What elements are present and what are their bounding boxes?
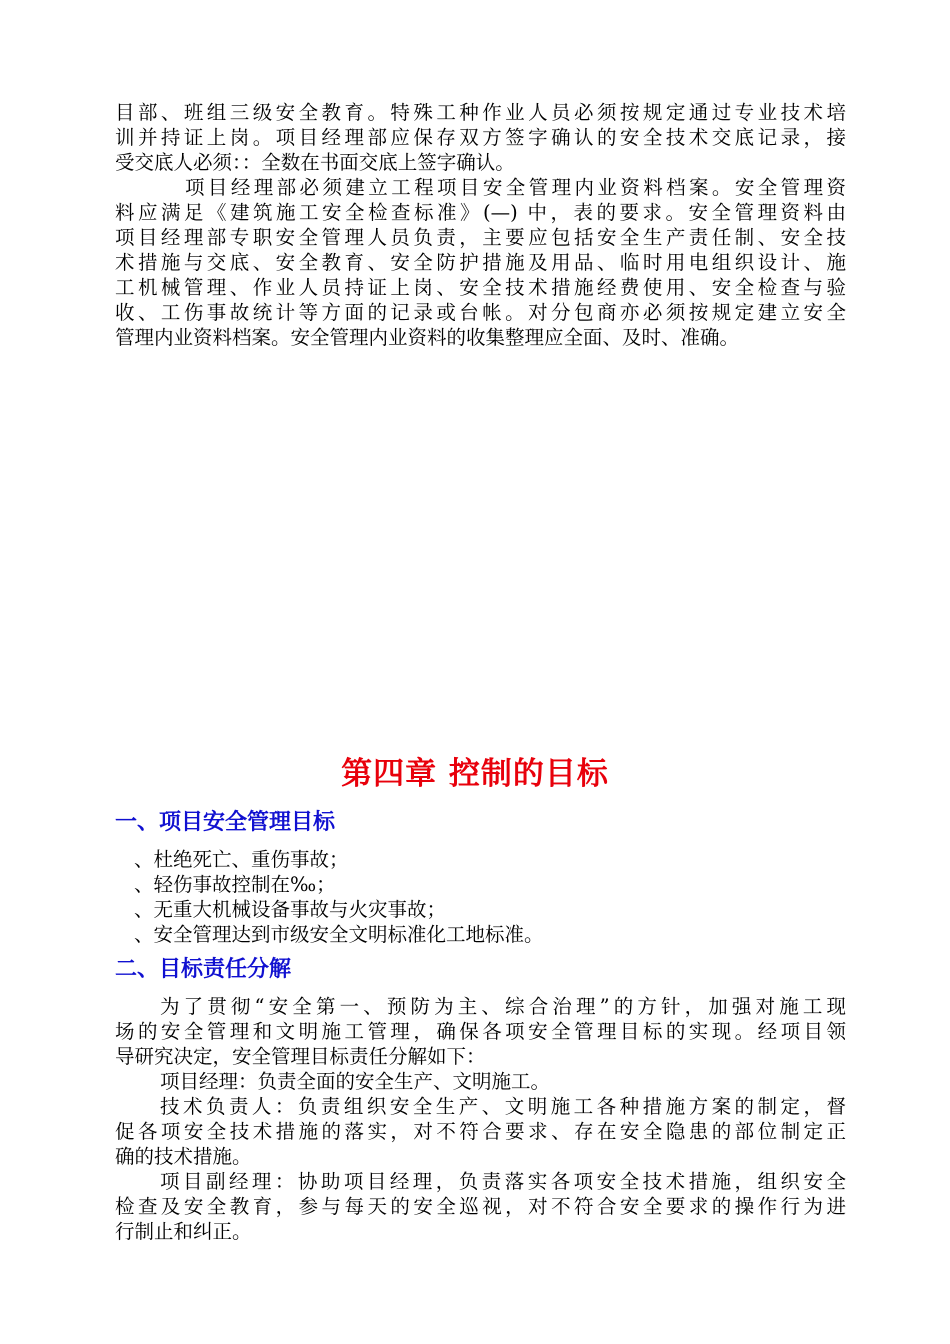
text-line: 目部、班组三级安全教育。特殊工种作业人员必须按规定通过专业技术培 [115,101,846,124]
intro-paragraph [115,100,846,175]
text-line: 促各项安全技术措施的落实，对不符合要求、存在安全隐患的部位制定正 [115,1120,846,1143]
text-line: 检查及安全教育，参与每天的安全巡视，对不符合安全要求的操作行为进 [115,1195,846,1218]
text-line: 项目经理部专职安全管理人员负责，主要应包括安全生产责任制、安全技 [115,226,846,249]
list-item: 、杜绝死亡、重伤事故； [134,848,349,871]
text-line: 确的技术措施。 [115,1145,252,1168]
text-line: 行制止和纠正。 [115,1220,252,1243]
target-list [134,847,544,947]
chapter-title: 第四章 控制的目标 [341,756,609,792]
manager-paragraph [115,1069,846,1094]
list-item: 、无重大机械设备事故与火灾事故； [134,898,447,921]
list-item: 、安全管理达到市级安全文明标准化工地标准。 [134,923,544,946]
text-line: 管理内业资料档案。安全管理内业资料的收集整理应全面、及时、准确。 [115,326,740,349]
archive-paragraph [115,175,846,350]
text-line: 导研究决定，安全管理目标责任分解如下： [115,1045,486,1068]
tech-lead-paragraph [115,1094,846,1169]
responsibility-paragraph [115,994,846,1069]
text-line: 料应满足《建筑施工安全检查标准》(—) 中，表的要求。安全管理资料由 [115,201,846,224]
text-line: 项目经理：负责全面的安全生产、文明施工。 [160,1070,551,1093]
text-line: 项目副经理：协助项目经理，负责落实各项安全技术措施，组织安全 [160,1170,846,1193]
text-line: 训并持证上岗。项目经理部应保存双方签字确认的安全技术交底记录，接 [115,126,846,149]
text-line: 项目经理部必须建立工程项目安全管理内业资料档案。安全管理资 [185,176,846,199]
text-line: 工机械管理、作业人员持证上岗、安全技术措施经费使用、安全检查与验 [115,276,846,299]
text-line: 场的安全管理和文明施工管理，确保各项安全管理目标的实现。经项目领 [115,1020,846,1043]
list-item: 、轻伤事故控制在‰； [134,873,336,896]
section-title-targets: 一、项目安全管理目标 [115,810,336,835]
section-title-responsibility: 二、目标责任分解 [115,957,292,982]
text-line: 为了贯彻“安全第一、预防为主、综合治理”的方针，加强对施工现 [160,995,846,1018]
text-line: 收、工伤事故统计等方面的记录或台帐。对分包商亦必须按规定建立安全 [115,301,846,324]
text-line: 技术负责人：负责组织安全生产、文明施工各种措施方案的制定，督 [160,1095,846,1118]
text-line: 受交底人必须：：全数在书面交底上签字确认。 [115,151,515,174]
text-line: 术措施与交底、安全教育、安全防护措施及用品、临时用电组织设计、施 [115,251,846,274]
deputy-manager-paragraph [115,1169,846,1244]
